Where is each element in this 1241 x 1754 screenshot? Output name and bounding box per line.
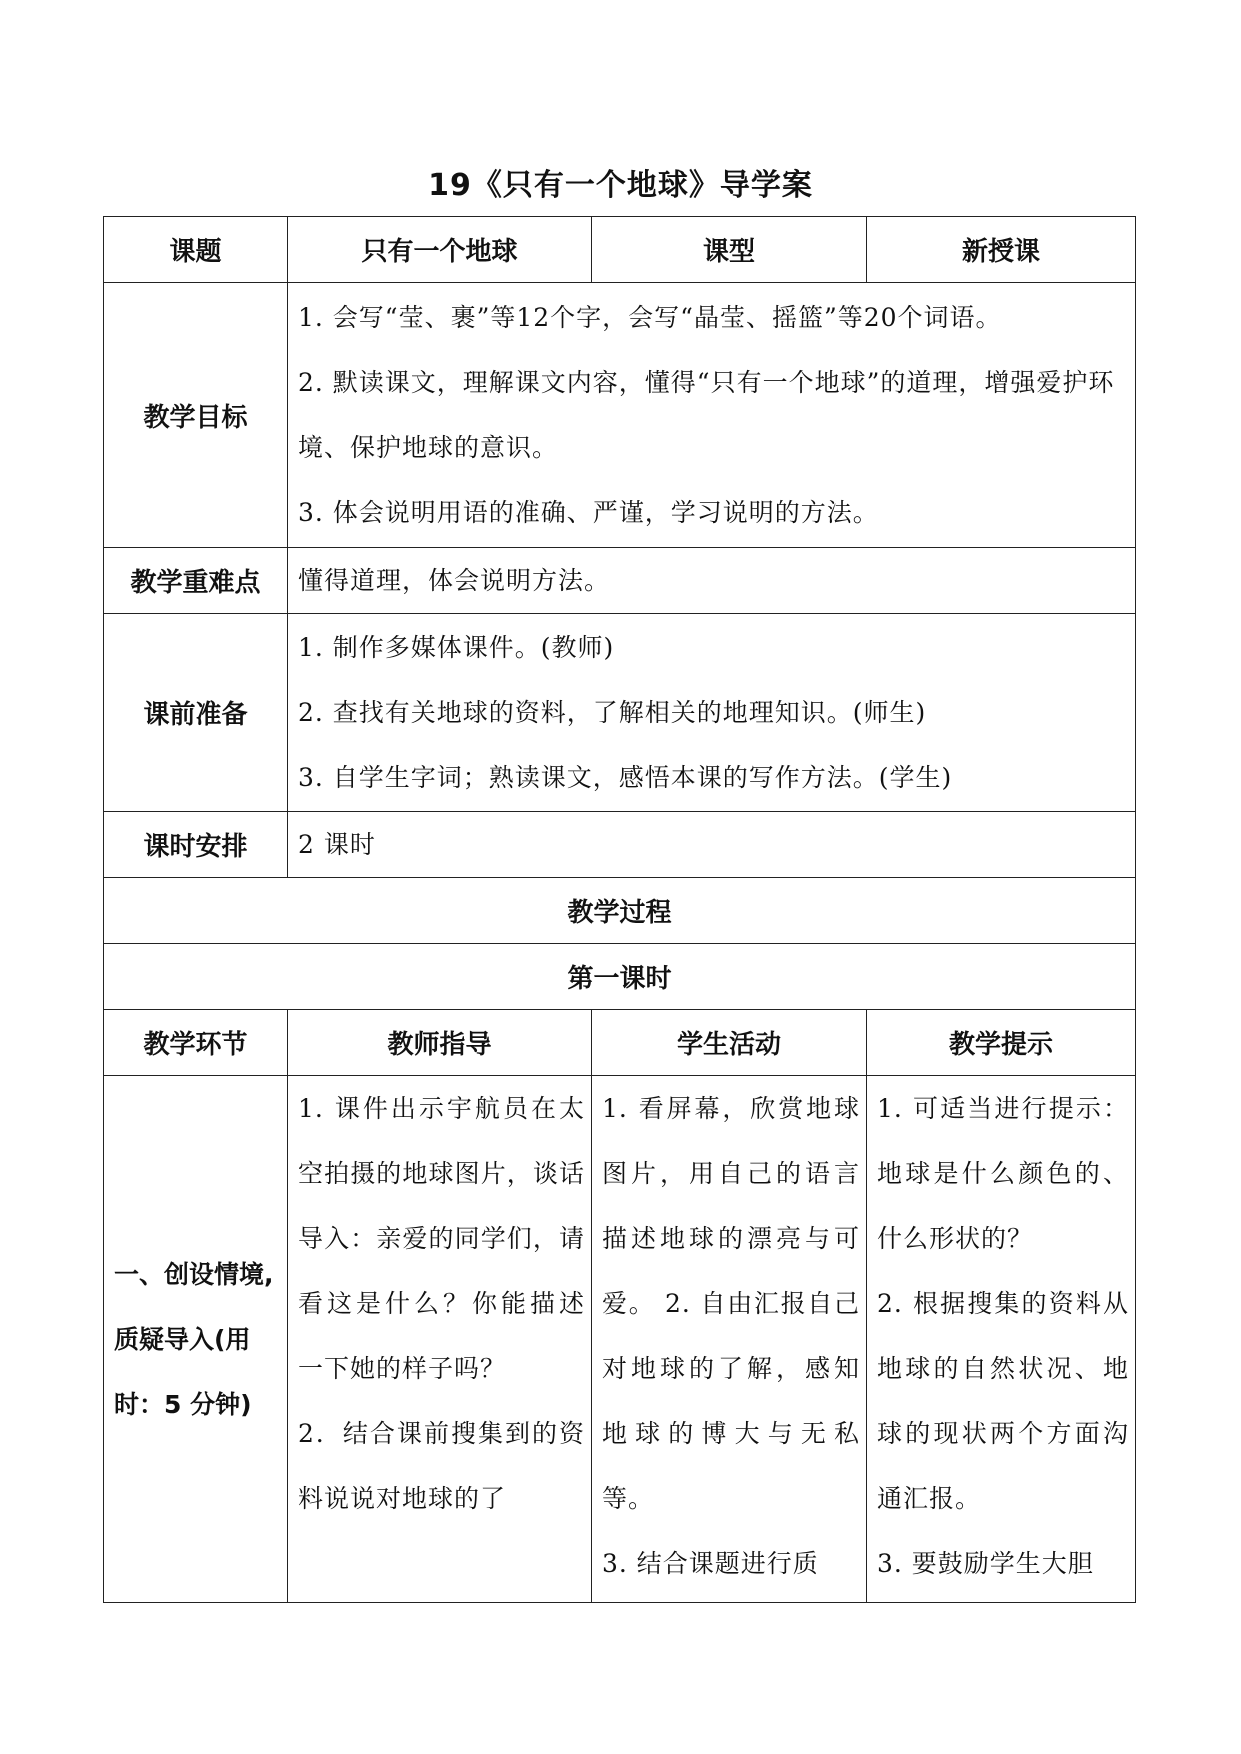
objectives-content (288, 283, 1136, 548)
preparation-label: 课前准备 (104, 614, 288, 812)
objectives-row (104, 283, 1136, 548)
column-header-tips: 教学提示 (867, 1010, 1136, 1076)
process-title-row (104, 878, 1136, 944)
preparation-row (104, 614, 1136, 812)
key-points-label: 教学重难点 (104, 548, 288, 614)
preparation-content (288, 614, 1136, 812)
stage-line: 一、创设情境, (114, 1259, 274, 1289)
schedule-value: 2 课时 (288, 812, 1136, 878)
document-title: 19《只有一个地球》导学案 (428, 168, 813, 203)
topic-value: 只有一个地球 (288, 217, 592, 283)
column-header-stage: 教学环节 (104, 1010, 288, 1076)
stage-line: 时：5 分钟) (114, 1389, 252, 1419)
process-row (104, 1076, 1136, 1603)
key-points-row (104, 548, 1136, 614)
teacher-guidance-item: 2．结合课前搜集到的资料说说对地球的了 (298, 1419, 585, 1513)
lesson-plan-table (103, 216, 1136, 1603)
student-activity-item: 3. 结合课题进行质 (602, 1549, 819, 1578)
preparation-item: 2. 查找有关地球的资料，了解相关的地理知识。(师生) (298, 698, 927, 727)
teacher-guidance-cell (288, 1076, 592, 1603)
header-row (104, 217, 1136, 283)
student-activity-item: 1. 看屏幕，欣赏地球图片，用自己的语言描述地球的漂亮与可爱。 2. 自由汇报自己对地球的了解，感知地球的博大与无私等。 (602, 1094, 860, 1513)
column-header-student: 学生活动 (592, 1010, 867, 1076)
objective-item: 3. 体会说明用语的准确、严谨，学习说明的方法。 (298, 498, 879, 527)
column-header-row (104, 1010, 1136, 1076)
stage-line: 质疑导入(用 (114, 1324, 251, 1354)
process-title: 教学过程 (104, 878, 1136, 944)
stage-cell (104, 1076, 288, 1603)
teaching-tip-item: 2. 根据搜集的资料从地球的自然状况、地球的现状两个方面沟通汇报。 (877, 1289, 1129, 1513)
type-label: 课型 (592, 217, 867, 283)
objectives-label: 教学目标 (104, 283, 288, 548)
preparation-item: 3. 自学生字词；熟读课文，感悟本课的写作方法。(学生) (298, 763, 953, 792)
teacher-guidance-item: 1. 课件出示宇航员在太空拍摄的地球图片，谈话导入：亲爱的同学们，请看这是什么？你能描述 一下她的样子吗？ (298, 1094, 585, 1383)
topic-label: 课题 (104, 217, 288, 283)
preparation-item: 1. 制作多媒体课件。(教师) (298, 633, 615, 662)
teaching-tip-item: 3. 要鼓励学生大胆 (877, 1549, 1094, 1578)
schedule-row (104, 812, 1136, 878)
lesson-title: 第一课时 (104, 944, 1136, 1010)
key-points-value: 懂得道理，体会说明方法。 (288, 548, 1136, 614)
column-header-teacher: 教师指导 (288, 1010, 592, 1076)
student-activity-cell (592, 1076, 867, 1603)
lesson-title-row (104, 944, 1136, 1010)
schedule-label: 课时安排 (104, 812, 288, 878)
teaching-tip-item: 1. 可适当进行提示：地球是什么颜色的、什么形状的？ (877, 1094, 1129, 1253)
objective-item: 2. 默读课文，理解课文内容，懂得“只有一个地球”的道理，增强爱护环境、保护地球的意识。 (298, 368, 1115, 462)
teaching-tips-cell (867, 1076, 1136, 1603)
type-value: 新授课 (867, 217, 1136, 283)
objective-item: 1. 会写“莹、裹”等12个字，会写“晶莹、摇篮”等20个词语。 (298, 303, 1002, 332)
